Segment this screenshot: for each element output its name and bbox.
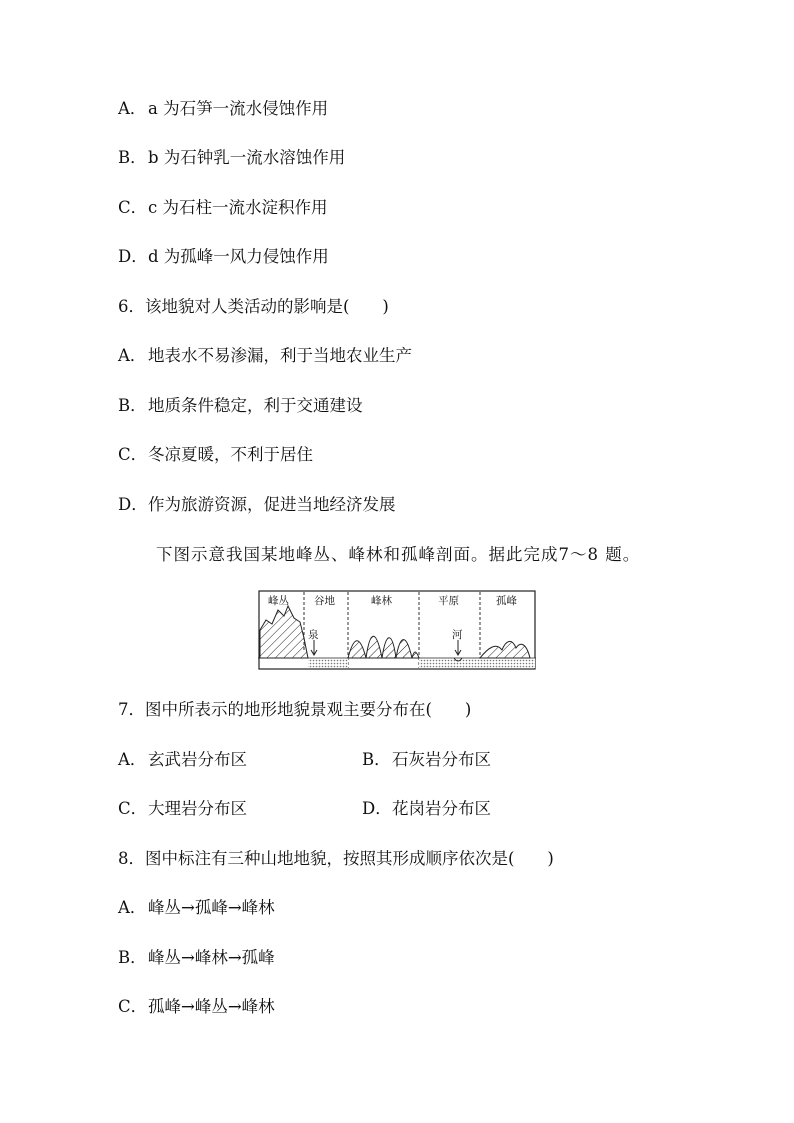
q7-stem: 7．图中所表示的地形地貌景观主要分布在( ) [118,700,472,719]
label-river: 河 [452,629,463,641]
q6-option-b [118,395,363,417]
label-isolated-peak: 孤峰 [496,595,517,607]
q8-option-b [118,947,275,969]
option-key: B． [118,148,147,167]
option-text: 作为旅游资源，促进当地经济发展 [148,495,396,514]
plain-floor [419,658,535,668]
option-text: d 为孤峰一风力侵蚀作用 [148,247,329,266]
option-key: B． [118,396,147,415]
q8-stem: 8．图中标注有三种山地地貌，按照其形成顺序依次是( ) [118,849,554,868]
option-key: C． [118,997,148,1016]
option-text: 地表水不易渗漏，利于当地农业生产 [148,346,412,365]
q8-option-c [118,996,275,1018]
label-peak-cluster: 峰丛 [268,595,289,607]
q5-option-c [118,197,328,219]
option-key: D． [118,247,148,266]
label-plain: 平原 [438,595,459,607]
label-valley: 谷地 [314,595,335,607]
valley-floor [308,658,348,668]
q8-option-a [118,897,275,919]
option-key: B． [118,948,147,967]
option-text: b 为石钟乳一流水溶蚀作用 [148,148,346,167]
option-key: D． [118,495,148,514]
option-key: B． [362,750,391,769]
q6-option-a [118,345,412,367]
option-text: c 为石柱一流水淀积作用 [148,198,328,217]
q7-option-b [362,749,491,771]
option-text: 花岗岩分布区 [392,799,491,818]
option-text: a 为石笋一流水侵蚀作用 [148,99,329,118]
option-key: A． [118,750,147,769]
q7-option-a [118,749,247,771]
q7-option-d [362,798,491,820]
option-text: 孤峰→峰丛→峰林 [148,997,275,1016]
option-key: A． [118,346,147,365]
q5-option-b [118,147,345,169]
q5-option-d [118,246,329,268]
option-key: C． [118,198,148,217]
label-spring: 泉 [308,629,319,641]
q6-option-d [118,494,396,516]
label-peak-forest: 峰林 [371,595,392,607]
q6-option-c [118,444,313,466]
option-key: A． [118,898,147,917]
option-key: A． [118,99,147,118]
option-key: C． [118,445,148,464]
option-text: 冬凉夏暖，不利于居住 [148,445,313,464]
option-text: 地质条件稳定，利于交通建设 [148,396,363,415]
option-text: 峰丛→孤峰→峰林 [148,898,275,917]
option-text: 石灰岩分布区 [392,750,491,769]
karst-profile-figure [258,590,536,670]
option-key: D． [362,799,392,818]
option-text: 大理岩分布区 [148,799,247,818]
option-text: 峰丛→峰林→孤峰 [148,948,275,967]
option-text: 玄武岩分布区 [148,750,247,769]
section-intro: 下图示意我国某地峰丛、峰林和孤峰剖面。据此完成7～8 题。 [156,545,641,564]
q7-option-c [118,798,247,820]
q6-stem: 6．该地貌对人类活动的影响是( ) [118,297,389,316]
option-key: C． [118,799,148,818]
q5-option-a [118,98,328,120]
